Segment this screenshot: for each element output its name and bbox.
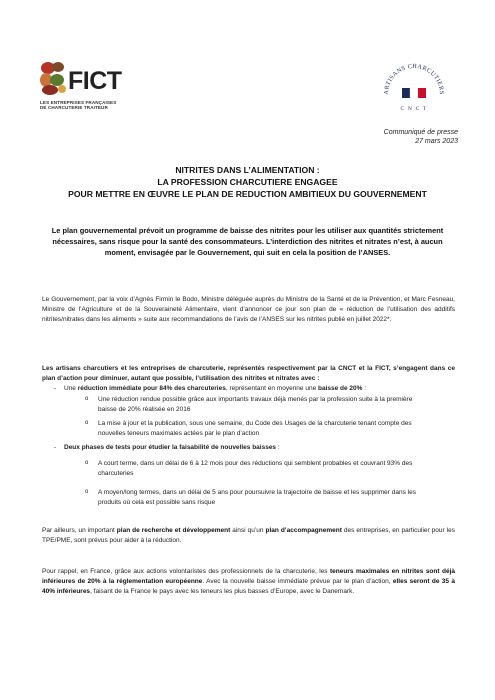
fict-tagline: LES ENTREPRISES FRANÇAISES DE CHARCUTERIE TRAITEUR [40,100,117,111]
sub-list-item: o A moyen/long termes, dans un délai de 5 ans pour poursuivre la trajectoire de baisse et les supprimer dans les produits où cela est possible sans risque [85,489,416,506]
dash-bullet: - [54,444,57,451]
page-title [0,164,495,200]
paragraph-reminder: Pour rappel, en France, grâce aux actions volontaristes des professionnels de la charcuterie, les teneurs maximales en nitrites sont déjà inférieures de 20% à la réglementation européenne. Avec la nouvelle baisse immédiate prévue par le plan d’action, elles seront de 35 à 40% inférieures, faisant de la France le pays avec les teneurs les plus basses d’Europe, avec le Danemark. [42,568,455,595]
circle-bullet-icon: o [85,489,89,495]
paragraph-government: Le Gouvernement, par la voix d’Agnès Firmin le Bodo, Ministre déléguée auprès du Ministre de la Santé et de la Prévention, et Marc Fesneau, Ministre de l’Agriculture et de la Souveraineté Alimentaire, vient d’annoncer ce jour son plan de « réduction de l’utilisation des additifs nitrites/nitrates dans les aliments » suite aux recommandations de l’avis de l’ANSES sur les nitrites publié en juillet 2022*. [42,296,455,323]
sub-list-item: o La mise à jour et la publication, sous une semaine, du Code des Usages de la charcuterie tenant compte des nouvelles teneurs maximales actées par le plan d’action [85,420,412,437]
circle-bullet-icon: o [85,460,89,466]
communique-date: 27 mars 2023 [415,138,458,145]
svg-text:ARTISANS CHARCUTIERS: ARTISANS CHARCUTIERS [382,62,446,95]
svg-text:C N C T: C N C T [400,106,428,112]
fict-charcuterie-icon [38,58,68,98]
lead-paragraph: Le plan gouvernemental prévoit un programme de baisse des nitrites pour les utiliser aux quantités strictement nécessaires, sans risque pour la santé des consommateurs. L’interdiction des nitrites et nitrates n’est, à aucun moment, envisagée par le Gouvernement, qui suit en cela la position de l’ANSES. [51,226,444,258]
paragraph-commitment: Les artisans charcutiers et les entreprises de charcuterie, représentés respectivement par la CNCT et la FICT, s’engagent dans ce plan d’action pour diminuer, autant que possible, l’utilisation des nitrites et nitrates avec : [42,365,455,382]
communique-label: Communiqué de presse [383,129,458,136]
press-release-header [384,128,458,146]
sub-list-item: o A court terme, dans un délai de 6 à 12 mois pour des réductions qui semblent probables et couvrant 93% des charcuteries [85,460,413,477]
circle-bullet-icon: o [85,420,89,426]
title-line-3: POUR METTRE EN ŒUVRE LE PLAN DE REDUCTION AMBITIEUX DU GOUVERNEMENT [68,189,427,199]
fict-wordmark: FICT [68,67,122,95]
sub-list-item: o Une réduction rendue possible grâce aux importants travaux déjà menés par la profession suite à la première baisse de 20% réalisée en 2016 [85,396,413,413]
list-item: - Une réduction immédiate pour 84% des charcuteries, représentant en moyenne une baisse de 20% : [54,385,367,392]
fict-logo [38,58,148,128]
cnct-logo [374,58,454,122]
paragraph-research: Par ailleurs, un important plan de recherche et développement ainsi qu’un plan d’accompagnement des entreprises, en particulier pour les TPE/PME, sont prévus pour aider à la réduction. [42,527,455,544]
title-line-2: LA PROFESSION CHARCUTIERE ENGAGEE [157,177,338,187]
circle-bullet-icon: o [85,396,89,402]
cnct-seal-icon [374,58,454,122]
title-line-1: NITRITES DANS L’ALIMENTATION : [175,165,320,175]
list-item: - Deux phases de tests pour étudier la faisabilité de nouvelles baisses : [54,444,280,451]
dash-bullet: - [54,385,57,392]
